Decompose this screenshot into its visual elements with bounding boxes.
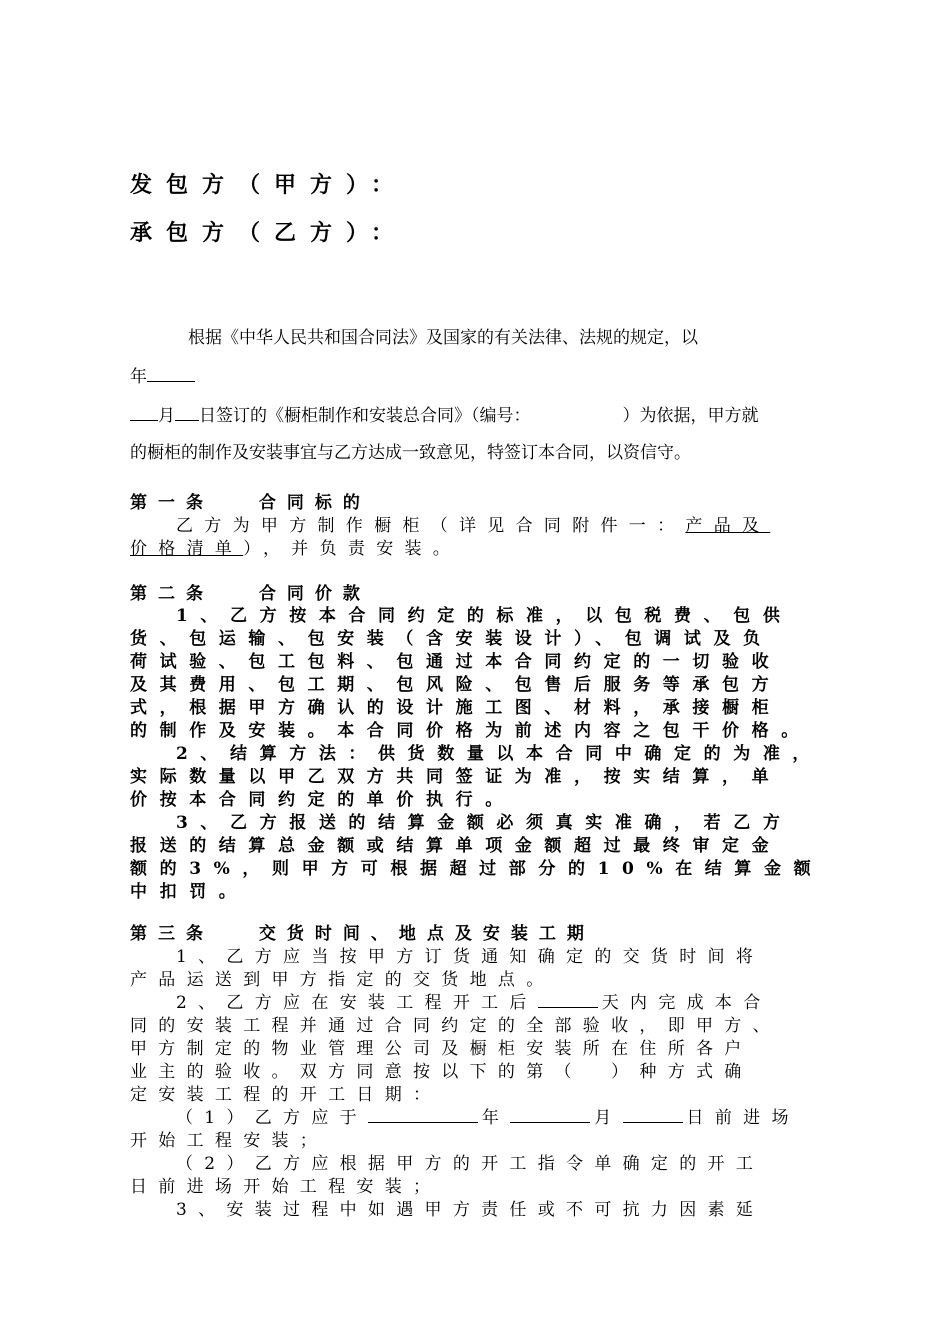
year-blank [147, 364, 195, 382]
article-2-line: 荷试验、包工包料、包通过本合同约定的一切验收 [130, 652, 782, 672]
article-3-line: （2）乙方应根据甲方的开工指令单确定的开工 [176, 1154, 765, 1174]
article-2-line: 式，根据甲方确认的设计施工图、材料，承接橱柜 [130, 698, 782, 718]
article-3-line [176, 1103, 876, 1128]
start-year-blank [368, 1105, 478, 1123]
article-2-line: 价按本合同约定的单价执行。 [130, 790, 515, 810]
article-3-line: 甲方制定的物业管理公司及橱柜安装所在住所各户 [130, 1039, 753, 1059]
month-label: 月 [158, 406, 175, 426]
days-blank [538, 990, 598, 1008]
article-2-line: 货、包运输、包安装（含安装设计）、包调试及负 [130, 629, 773, 649]
start-day-blank [623, 1105, 683, 1123]
article-2-line: 的制作及安装。本合同价格为前述内容之包干价格。 [130, 721, 811, 741]
day-blank [175, 403, 199, 421]
start-month-label: 月 [594, 1108, 623, 1128]
appendix-link-part-1: 产品及 [685, 516, 771, 536]
start-year-label: 年 [481, 1108, 511, 1128]
article-3-line: 日前进场开始工程安装； [130, 1177, 442, 1197]
article-3-line: 开始工程安装； [130, 1131, 329, 1151]
intro-line-2 [130, 362, 820, 387]
party-b-label: 承包方（乙方）： [130, 220, 408, 246]
article-2-line: 2、结算方法：供货数量以本合同中确定的为准， [176, 744, 823, 764]
intro-line-1: 根据《中华人民共和国合同法》及国家的有关法律、法规的规定，以 [188, 328, 698, 348]
contract-ref-text: 日签订的《橱柜制作和安装总合同》（编号： [199, 406, 531, 426]
article-3-line: 3、安装过程中如遇甲方责任或不可抗力因素延 [176, 1200, 765, 1220]
article-2-line: 额的3%，则甲方可根据超过部分的10%在结算金额 [130, 859, 824, 879]
article-3-line [176, 988, 876, 1013]
intro-year-label: 年 [130, 367, 147, 387]
article-2-line: 及其费用、包工期、包风险、包售后服务等承包方 [130, 675, 782, 695]
intro-line-3 [130, 401, 820, 426]
intro-line-4: 的橱柜的制作及安装事宜与乙方达成一致意见，特签订本合同，以资信守。 [130, 443, 691, 463]
article-3-line: 业主的验收。双方同意按以下的第（ ）种方式确 [130, 1062, 753, 1082]
article-1-text: 乙方为甲方制作橱柜（详见合同附件一： [176, 516, 686, 536]
article-2-line: 实际数量以甲乙双方共同签证为准，按实结算，单 [130, 767, 782, 787]
article-1-line-2 [130, 534, 830, 559]
article-3-line: 1、乙方应当按甲方订货通知确定的交货时间将 [176, 947, 765, 967]
start-date-text: （1）乙方应于 [176, 1108, 368, 1128]
article-2-line: 报送的结算总金额或结算单项金额超过最终审定金 [130, 836, 782, 856]
article-2-line: 3、乙方报送的结算金额必须真实准确，若乙方 [176, 813, 793, 833]
party-a-label: 发包方（甲方）： [130, 172, 408, 198]
completion-text-end: 天内完成本合 [601, 993, 772, 1013]
appendix-link-part-2: 价格清单 [130, 539, 244, 559]
article-2-line: 中扣罚。 [130, 882, 249, 902]
article-1-title: 第一条 合同标的 [130, 493, 371, 513]
article-3-title: 第三条 交货时间、地点及安装工期 [130, 924, 595, 944]
article-3-line: 定安装工程的开工日期： [130, 1085, 442, 1105]
article-3-line: 同的安装工程并通过合同约定的全部验收，即甲方、 [130, 1016, 781, 1036]
completion-text: 2、乙方应在安装工程开工后 [176, 993, 538, 1013]
start-day-label: 日前进场 [686, 1108, 800, 1128]
basis-text: ）为依据，甲方就 [622, 406, 759, 426]
article-1-line-1 [176, 511, 876, 536]
month-blank [130, 403, 158, 421]
start-month-blank [510, 1105, 590, 1123]
article-2-title: 第二条 合同价款 [130, 584, 371, 604]
article-1-text-end: ），并负责安装。 [243, 539, 462, 559]
article-2-line: 1、乙方按本合同约定的标准，以包税费、包供 [176, 606, 793, 626]
article-3-line: 产品运送到甲方指定的交货地点。 [130, 970, 555, 990]
